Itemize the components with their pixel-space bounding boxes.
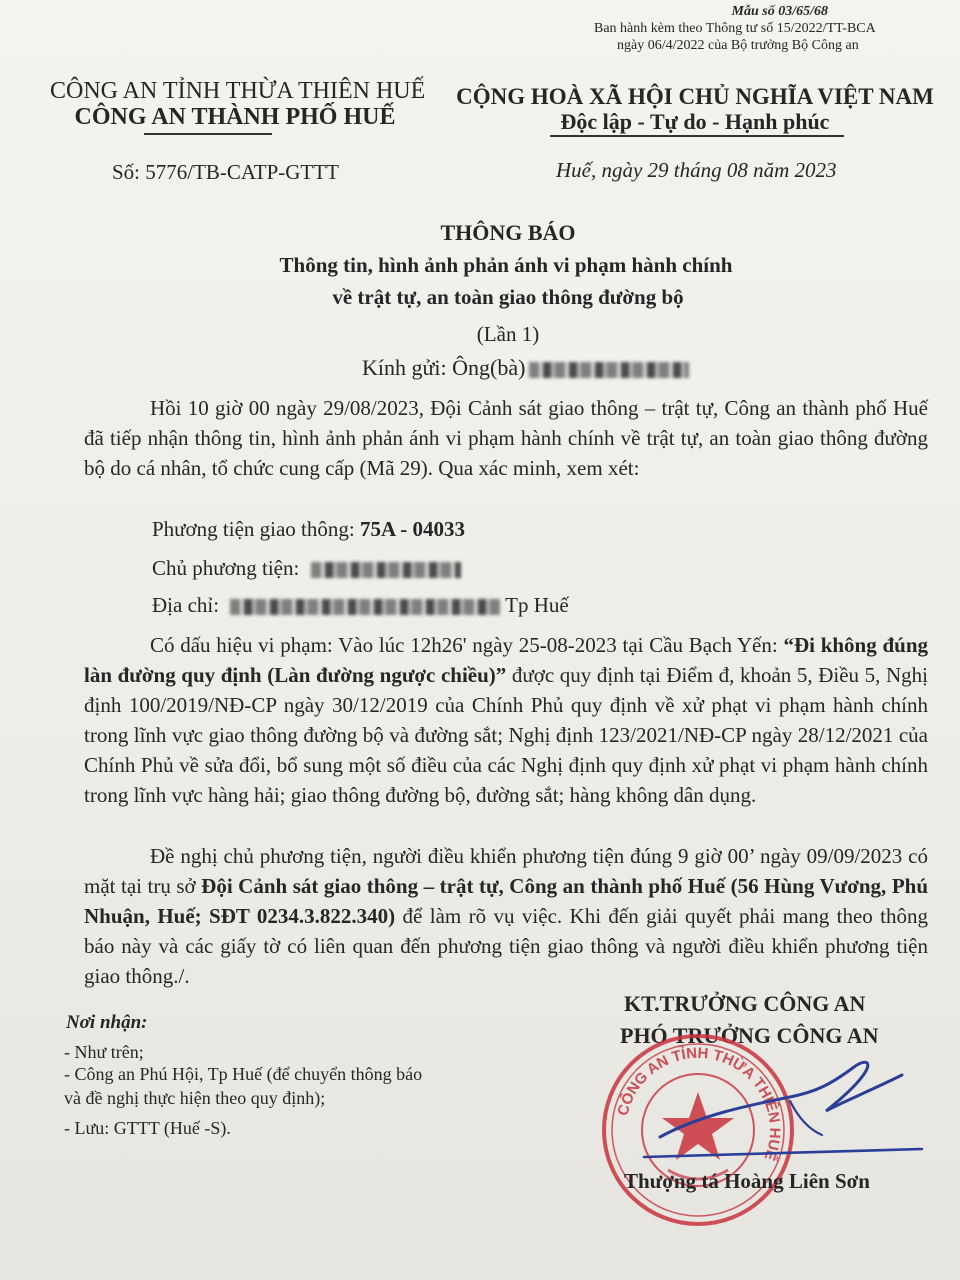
paragraph-violation <box>84 630 928 810</box>
document-title: THÔNG BÁO <box>440 220 576 245</box>
request-lead: Đề nghị chủ phương tiện, người điều khiển phương tiện đúng 9 giờ 00’ ngày 09/09/2023 có mặt tại trụ sở <box>84 844 928 898</box>
address-label: Địa chỉ: <box>152 593 225 617</box>
agency-name: CÔNG AN THÀNH PHỐ HUẾ <box>74 104 396 130</box>
recipient-item: - Công an Phú Hội, Tp Huế (để chuyển thông báo <box>64 1064 423 1084</box>
violation-lead: Có dấu hiệu vi phạm: Vào lúc 12h26' ngày 25-08-2023 tại Cầu Bạch Yến: <box>150 633 784 657</box>
issued-date: ngày 06/4/2022 của Bộ trưởng Bộ Công an <box>617 38 859 53</box>
document-subtitle-2: về trật tự, an toàn giao thông đường bộ <box>332 285 684 309</box>
redacted-owner <box>311 562 461 578</box>
nation-title: CỘNG HOÀ XÃ HỘI CHỦ NGHĨA VIỆT NAM <box>456 84 934 109</box>
stamp-text: CÔNG AN TỈNH THỪA THIÊN HUẾ <box>614 1044 784 1163</box>
vehicle-row <box>152 517 465 542</box>
recipient-prefix: Kính gửi: Ông(bà) <box>362 355 526 380</box>
request-rest: để làm rõ vụ việc. Khi đến giải quyết phải mang theo thông báo này và các giấy tờ có liên quan đến phương tiện giao thông và người điều khiển phương tiện giao thông./. <box>84 904 929 988</box>
vehicle-label: Phương tiện giao thông: <box>152 517 360 541</box>
national-motto: Độc lập - Tự do - Hạnh phúc <box>560 109 830 134</box>
recipient-item: và đề nghị thực hiện theo quy định); <box>64 1088 326 1108</box>
recipient-line <box>362 355 689 381</box>
violation-description: “Đi không đúng làn đường quy định (Làn đường ngược chiều)” <box>84 633 928 687</box>
handwritten-signature <box>640 1045 940 1175</box>
attempt-number: (Lần 1) <box>476 322 540 346</box>
owner-label: Chủ phương tiện: <box>152 556 305 580</box>
address-suffix: Tp Huế <box>500 593 569 617</box>
form-code: Mẫu số 03/65/68 <box>731 4 828 19</box>
document-number: Số: 5776/TB-CATP-GTTT <box>112 160 339 184</box>
redacted-address <box>230 599 500 615</box>
agency-underline <box>144 133 272 135</box>
document-subtitle-1: Thông tin, hình ảnh phản ánh vi phạm hành chính <box>279 253 733 277</box>
redacted-name <box>529 362 689 378</box>
vehicle-plate: 75A - 04033 <box>359 517 465 541</box>
violation-legal-basis: được quy định tại Điểm đ, khoản 5, Điều 5, Nghị định 100/2019/NĐ-CP ngày 30/12/2019 của Chính Phủ quy định về xử phạt vi phạm hành chính trong lĩnh vực giao thông đường bộ và đường sắt; Nghị định 123/2021/NĐ-CP ngày 28/12/2021 của Chính Phủ về sửa đổi, bổ sung một số điều của các Nghị định quy định xử phạt vi phạm hành chính trong lĩnh vực hàng hải; giao thông đường bộ, đường sắt; hàng không dân dụng. <box>84 663 928 807</box>
recipient-item: - Như trên; <box>64 1042 144 1062</box>
signer-name: Thượng tá Hoàng Liên Sơn <box>624 1169 870 1193</box>
address-row <box>152 593 569 618</box>
place-date: Huế, ngày 29 tháng 08 năm 2023 <box>556 158 837 182</box>
request-office: Đội Cảnh sát giao thông – trật tự, Công an thành phố Huế (56 Hùng Vương, Phú Nhuận, Huế; SĐT 0234.3.822.340) <box>84 874 928 928</box>
paragraph-intro: Hồi 10 giờ 00 ngày 29/08/2023, Đội Cảnh sát giao thông – trật tự, Công an thành phố Huế đã tiếp nhận thông tin, hình ảnh phản ánh vi phạm hành chính về trật tự, an toàn giao thông đường bộ do cá nhân, tổ chức cung cấp (Mã 29). Qua xác minh, xem xét: <box>84 396 928 480</box>
issued-with: Ban hành kèm theo Thông tư số 15/2022/TT-BCA <box>594 21 876 36</box>
recipients-heading: Nơi nhận: <box>66 1012 148 1033</box>
owner-row <box>152 556 461 581</box>
signature-title-1: KT.TRƯỞNG CÔNG AN <box>624 991 866 1016</box>
motto-underline <box>550 135 844 137</box>
agency-parent: CÔNG AN TỈNH THỪA THIÊN HUẾ <box>50 78 426 104</box>
paragraph-request <box>84 841 928 991</box>
signature-title-2: PHÓ TRƯỞNG CÔNG AN <box>620 1023 879 1048</box>
recipient-item: - Lưu: GTTT (Huế -S). <box>64 1118 231 1138</box>
